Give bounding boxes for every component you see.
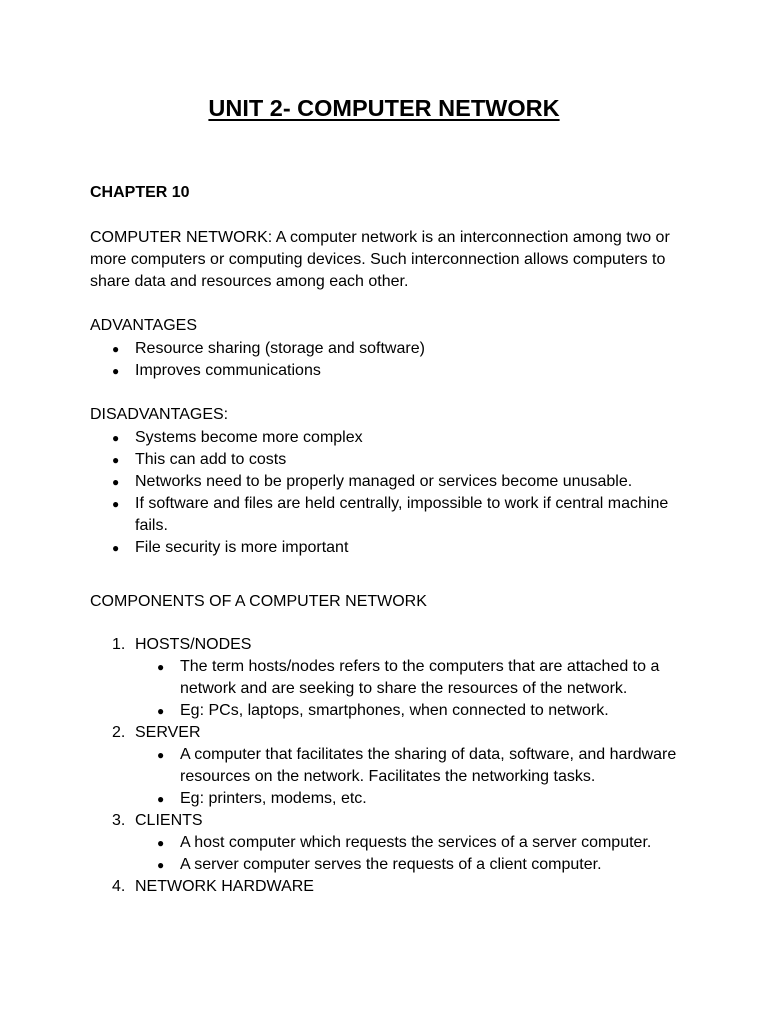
item-number: 4.: [112, 878, 126, 895]
component-item: [90, 634, 710, 722]
page-title: UNIT 2- COMPUTER NETWORK: [208, 95, 560, 121]
component-item: [90, 722, 710, 810]
list-item: [90, 471, 670, 493]
component-item: [90, 810, 710, 876]
list-item: [135, 832, 710, 854]
item-number: 3.: [112, 812, 126, 829]
bullet-icon: ●: [112, 431, 120, 445]
component-points: [135, 744, 710, 810]
list-item: [90, 493, 670, 537]
bullet-icon: ●: [112, 453, 120, 467]
list-item: [135, 854, 710, 876]
list-item-text: Eg: PCs, laptops, smartphones, when connected to network.: [180, 702, 609, 719]
component-label: SERVER: [135, 724, 201, 741]
list-item: [90, 360, 690, 382]
bullet-icon: ●: [112, 364, 120, 378]
bullet-icon: ●: [157, 704, 165, 718]
component-label: HOSTS/NODES: [135, 636, 252, 653]
advantages-heading: ADVANTAGES: [90, 317, 197, 334]
component-item: [90, 876, 710, 898]
list-item-text: Resource sharing (storage and software): [135, 340, 425, 357]
list-item: [135, 788, 710, 810]
bullet-icon: ●: [157, 858, 165, 872]
bullet-icon: ●: [112, 541, 120, 555]
bullet-icon: ●: [112, 475, 120, 489]
list-item: [90, 427, 670, 449]
definition-paragraph: COMPUTER NETWORK: A computer network is an interconnection among two or more computers or computing devices. Such interconnection allows computers to share data and resources among each other.: [90, 229, 670, 290]
component-label: NETWORK HARDWARE: [135, 878, 314, 895]
list-item: [135, 700, 710, 722]
list-item: [135, 656, 710, 700]
bullet-icon: ●: [157, 792, 165, 806]
list-item-text: If software and files are held centrally, impossible to work if central machine fails.: [135, 495, 669, 534]
disadvantages-list: [90, 427, 670, 559]
list-item: [90, 338, 690, 360]
list-item-text: A server computer serves the requests of a client computer.: [180, 856, 602, 873]
list-item-text: Improves communications: [135, 362, 321, 379]
component-points: [135, 832, 710, 876]
components-list: [90, 634, 710, 898]
components-heading: COMPONENTS OF A COMPUTER NETWORK: [90, 593, 427, 610]
advantages-list: [90, 338, 690, 382]
component-label: CLIENTS: [135, 812, 203, 829]
list-item-text: Systems become more complex: [135, 429, 363, 446]
list-item-text: File security is more important: [135, 539, 349, 556]
item-number: 1.: [112, 636, 126, 653]
list-item-text: The term hosts/nodes refers to the computers that are attached to a network and are seeking to share the resources of the network.: [180, 658, 660, 697]
list-item: [90, 537, 670, 559]
bullet-icon: ●: [112, 342, 120, 356]
item-number: 2.: [112, 724, 126, 741]
list-item-text: This can add to costs: [135, 451, 287, 468]
bullet-icon: ●: [157, 748, 165, 762]
bullet-icon: ●: [157, 836, 165, 850]
bullet-icon: ●: [112, 497, 120, 511]
chapter-heading: CHAPTER 10: [90, 184, 190, 201]
component-points: [135, 656, 710, 722]
list-item: [135, 744, 710, 788]
list-item: [90, 449, 670, 471]
disadvantages-heading: DISADVANTAGES:: [90, 406, 229, 423]
list-item-text: Eg: printers, modems, etc.: [180, 790, 367, 807]
list-item-text: Networks need to be properly managed or services become unusable.: [135, 473, 633, 490]
list-item-text: A computer that facilitates the sharing of data, software, and hardware resources on the network. Facilitates the networking tasks.: [180, 746, 677, 785]
list-item-text: A host computer which requests the services of a server computer.: [180, 834, 652, 851]
bullet-icon: ●: [157, 660, 165, 674]
